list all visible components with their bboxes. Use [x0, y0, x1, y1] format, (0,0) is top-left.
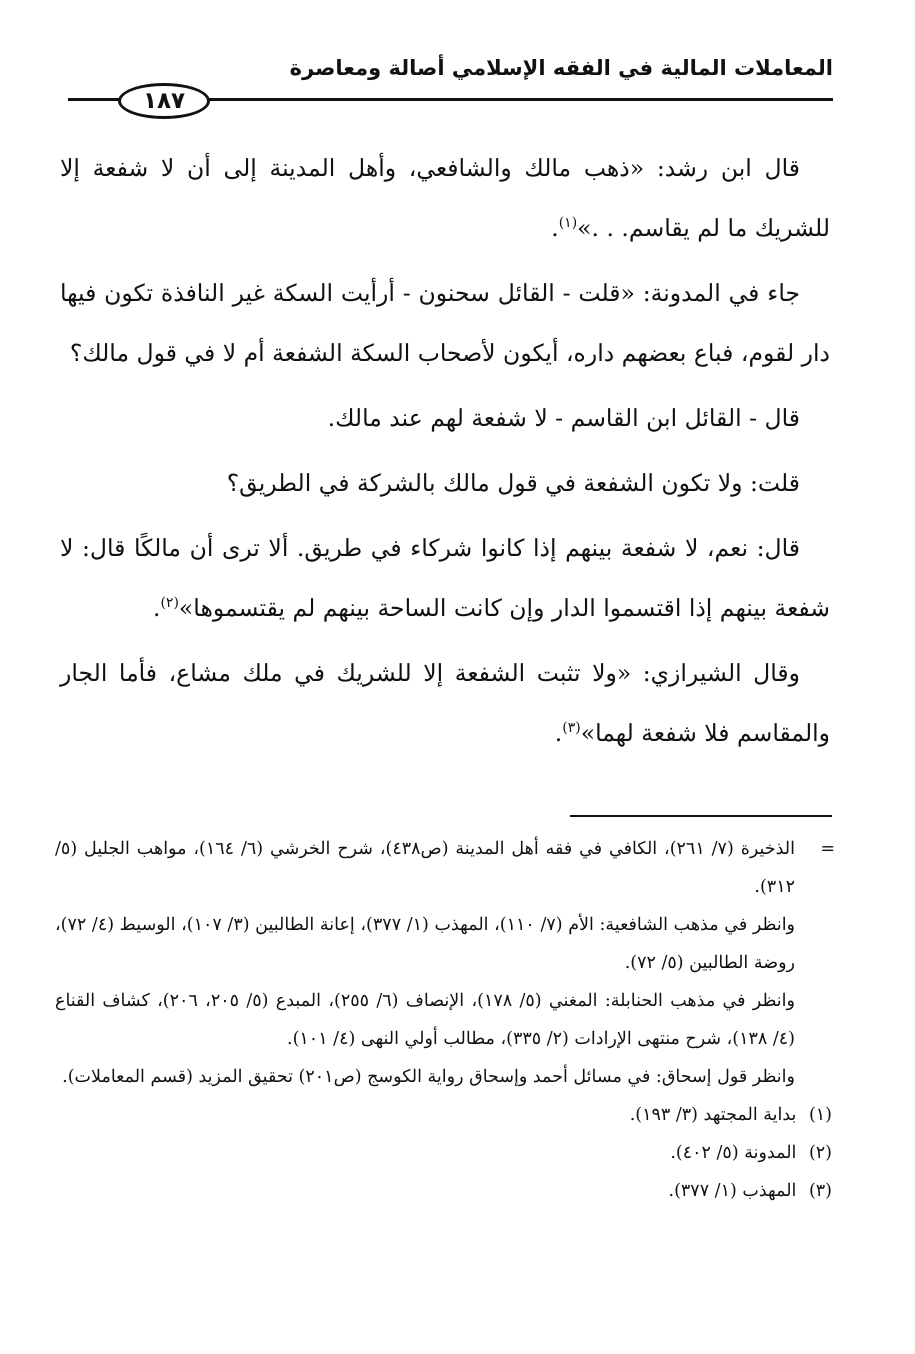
footnote-text: الذخيرة (٧/ ٢٦١)، الكافي في فقه أهل المدينة (ص٤٣٨)، شرح الخرشي (٦/ ١٦٤)، مواهب الجليل (٥/ ٣١٢).	[55, 839, 795, 897]
footnotes	[55, 830, 835, 1210]
footnote-number: (٣)	[808, 1181, 832, 1201]
paragraph	[60, 138, 830, 258]
page-number-badge: ١٨٧	[118, 83, 210, 119]
footnote-continuation	[55, 906, 835, 982]
footnote-text: وانظر قول إسحاق: في مسائل أحمد وإسحاق رواية الكوسج (ص٢٠١) تحقيق المزيد (قسم المعاملات).	[62, 1067, 795, 1087]
footnote-ref: (٣)	[562, 720, 581, 737]
paragraph	[60, 263, 830, 383]
paragraph-text: قال - القائل ابن القاسم - لا شفعة لهم عند مالك.	[327, 404, 800, 432]
footnote-continuation	[55, 982, 835, 1058]
footnote-text: المهذب (١/ ٣٧٧).	[668, 1181, 797, 1201]
main-text	[60, 138, 830, 768]
footnote	[55, 1096, 835, 1134]
footnote-number: (٢)	[808, 1143, 832, 1163]
paragraph-text: قال ابن رشد: «ذهب مالك والشافعي، وأهل المدينة إلى أن لا شفعة إلا للشريك ما لم يقاسم. . .»	[60, 154, 830, 242]
footnote-ref: (١)	[558, 215, 578, 232]
paragraph-end: .	[551, 214, 559, 242]
paragraph-text: وقال الشيرازي: «ولا تثبت الشفعة إلا للشريك في ملك مشاع، فأما الجار والمقاسم فلا شفعة لهما»	[60, 659, 830, 747]
running-header-title: المعاملات المالية في الفقه الإسلامي أصالة ومعاصرة	[289, 56, 833, 80]
footnote-text: وانظر في مذهب الشافعية: الأم (٧/ ١١٠)، المهذب (١/ ٣٧٧)، إعانة الطالبين (٣/ ١٠٧)، الوسيط (٤/ ٧٢)، روضة الطالبين (٥/ ٧٢).	[55, 915, 796, 973]
footnote	[55, 1172, 835, 1210]
footnote-ref: (٢)	[160, 595, 179, 612]
footnote-continuation	[55, 830, 835, 906]
paragraph	[60, 643, 830, 763]
paragraph-end: .	[152, 594, 161, 622]
paragraph	[60, 518, 830, 638]
continuation-mark: =	[820, 839, 835, 859]
paragraph	[60, 453, 830, 513]
footnote-text: وانظر في مذهب الحنابلة: المغني (٥/ ١٧٨)، الإنصاف (٦/ ٢٥٥)، المبدع (٥/ ٢٠٥، ٢٠٦)، كشاف القناع (٤/ ١٣٨)، شرح منتهى الإرادات (٢/ ٣٣٥)، مطالب أولي النهى (٤/ ١٠١).	[55, 991, 795, 1049]
paragraph-text: قال: نعم، لا شفعة بينهم إذا كانوا شركاء في طريق. ألا ترى أن مالكًا قال: لا شفعة بينهم إذا اقتسموا الدار وإن كانت الساحة بينهم لم يقتسموها»	[60, 534, 830, 622]
paragraph-text: جاء في المدونة: «قلت - القائل سحنون - أرأيت السكة غير النافذة تكون فيها دار لقوم، فباع بعضهم داره، أيكون لأصحاب السكة الشفعة أم لا في قول مالك؟	[60, 279, 830, 367]
footnote-number: (١)	[808, 1105, 832, 1125]
paragraph-text: قلت: ولا تكون الشفعة في قول مالك بالشركة في الطريق؟	[226, 469, 800, 497]
footnote-text: المدونة (٥/ ٤٠٢).	[670, 1143, 797, 1163]
footnote	[55, 1134, 835, 1172]
footnote-continuation	[55, 1058, 835, 1096]
footnote-separator	[570, 815, 832, 817]
paragraph	[60, 388, 830, 448]
paragraph-end: .	[554, 719, 563, 747]
footnote-text: بداية المجتهد (٣/ ١٩٣).	[629, 1105, 797, 1125]
